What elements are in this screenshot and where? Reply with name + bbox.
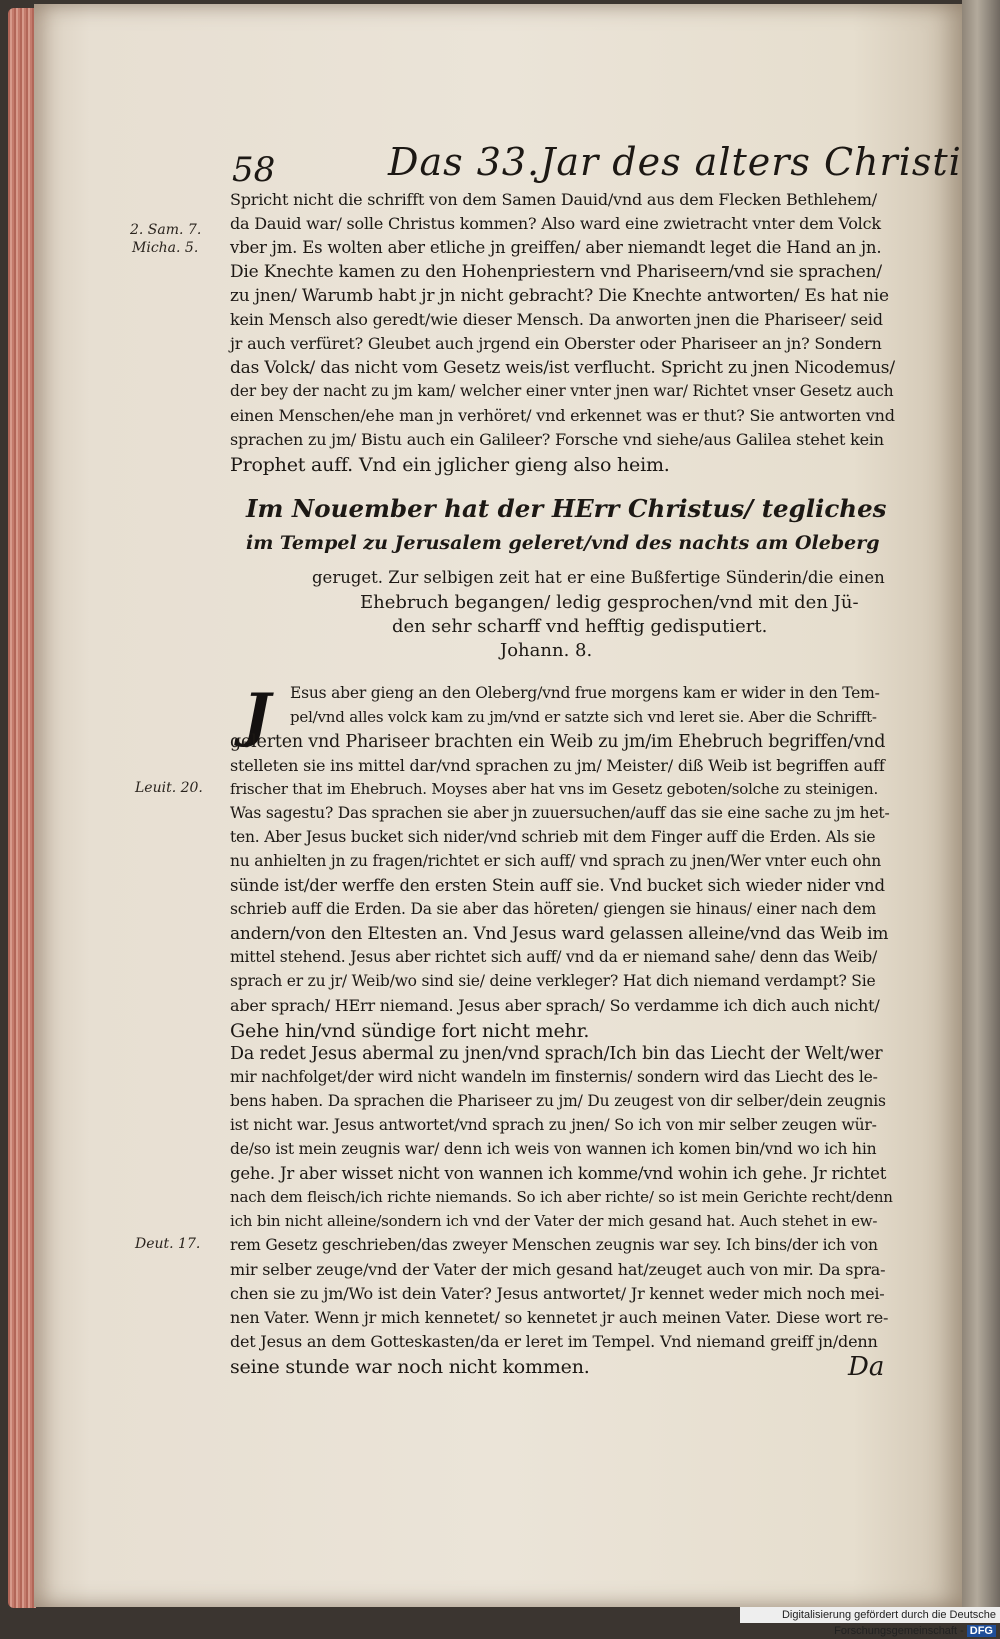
dfg-logo: DFG bbox=[967, 1625, 996, 1637]
text-line: mir selber zeuge/vnd der Vater der mich gesand hat/zeuget auch von mir. Da spra- bbox=[230, 1260, 886, 1279]
text-line: Da redet Jesus abermal zu jnen/vnd sprach/Ich bin das Liecht der Welt/wer bbox=[230, 1044, 883, 1064]
section-subheading: den sehr scharff vnd hefftig gedisputiert. bbox=[392, 616, 768, 637]
text-line: frischer that im Ehebruch. Moyses aber hat vns im Gesetz geboten/solche zu steinigen. bbox=[230, 780, 879, 798]
text-line: schrieb auff die Erden. Da sie aber das höreten/ giengen sie hinaus/ einer nach dem bbox=[230, 900, 876, 918]
page-number: 58 bbox=[232, 150, 276, 190]
text-line: sprach er zu jr/ Weib/wo sind sie/ deine verkleger? Hat dich niemand verdampt? Sie bbox=[230, 972, 876, 990]
text-line: bens haben. Da sprachen die Phariseer zu jm/ Du zeugest von dir selber/dein zeugnis bbox=[230, 1092, 886, 1110]
text-line: sprachen zu jm/ Bistu auch ein Galileer? Forsche vnd siehe/aus Galilea stehet kein bbox=[230, 430, 884, 449]
text-line: chen sie zu jm/Wo ist dein Vater? Jesus antwortet/ Jr kennet weder mich noch mei- bbox=[230, 1284, 885, 1303]
text-line: Esus aber gieng an den Oleberg/vnd frue morgens kam er wider in den Tem- bbox=[290, 684, 880, 702]
section-heading: Im Nouember hat der HErr Christus/ tegliches bbox=[246, 494, 887, 523]
text-line: zu jnen/ Warumb habt jr jn nicht gebracht? Die Knechte antworten/ Es hat nie bbox=[230, 286, 889, 306]
margin-note: Deut. 17. bbox=[135, 1236, 201, 1252]
text-line: gehe. Jr aber wisset nicht von wannen ich komme/vnd wohin ich gehe. Jr richtet bbox=[230, 1164, 887, 1183]
text-line: kein Mensch also geredt/wie dieser Mensch. Da anworten jnen die Phariseer/ seid bbox=[230, 310, 883, 329]
text-line: einen Menschen/ehe man jn verhöret/ vnd erkennet was er thut? Sie antworten vnd bbox=[230, 406, 895, 425]
text-line: det Jesus an dem Gotteskasten/da er leret im Tempel. Vnd niemand greiff jn/denn bbox=[230, 1332, 878, 1351]
text-line: das Volck/ das nicht vom Gesetz weis/ist verflucht. Spricht zu jnen Nicodemus/ bbox=[230, 358, 895, 378]
section-subheading: geruget. Zur selbigen zeit hat er eine Bußfertige Sünderin/die einen bbox=[312, 568, 885, 587]
text-line: gelerten vnd Phariseer brachten ein Weib zu jm/im Ehebruch begriffen/vnd bbox=[230, 732, 886, 752]
page-edges bbox=[8, 8, 36, 1608]
text-line: seine stunde war noch nicht kommen. bbox=[230, 1356, 590, 1378]
text-line: ist nicht war. Jesus antwortet/vnd sprach zu jnen/ So ich von mir selber zeugen wür- bbox=[230, 1116, 877, 1134]
text-line: andern/von den Eltesten an. Vnd Jesus ward gelassen alleine/vnd das Weib im bbox=[230, 924, 889, 944]
text-line: der bey der nacht zu jm kam/ welcher einer vnter jnen war/ Richtet vnser Gesetz auch bbox=[230, 382, 894, 400]
section-subheading: Ehebruch begangen/ ledig gesprochen/vnd mit den Jü- bbox=[360, 592, 859, 613]
book-cover-edge bbox=[962, 0, 1000, 1610]
text-line: Gehe hin/vnd sündige fort nicht mehr. bbox=[230, 1020, 590, 1042]
margin-note: Leuit. 20. bbox=[135, 780, 203, 796]
bible-reference: Johann. 8. bbox=[500, 640, 593, 661]
digitization-credit bbox=[740, 1607, 1000, 1637]
text-line: mittel stehend. Jesus aber richtet sich auff/ vnd da er niemand sahe/ denn das Weib/ bbox=[230, 948, 877, 966]
drop-cap: J bbox=[243, 681, 271, 749]
text-line: nu anhielten jn zu fragen/richtet er sich auff/ vnd sprach zu jnen/Wer vnter euch ohn bbox=[230, 852, 882, 870]
text-line: jr auch verfüret? Gleubet auch jrgend ein Oberster oder Phariseer an jn? Sondern bbox=[230, 334, 882, 353]
text-line: nen Vater. Wenn jr mich kennetet/ so kennetet jr auch meinen Vater. Diese wort re- bbox=[230, 1308, 889, 1327]
running-head: Das 33.Jar des alters Christi bbox=[388, 140, 962, 184]
text-line: de/so ist mein zeugnis war/ denn ich weis von wannen ich komen bin/vnd wo ich hin bbox=[230, 1140, 877, 1158]
text-line: aber sprach/ HErr niemand. Jesus aber sprach/ So verdamme ich dich auch nicht/ bbox=[230, 996, 880, 1015]
text-line: Prophet auff. Vnd ein jglicher gieng also heim. bbox=[230, 454, 670, 476]
margin-note: Micha. 5. bbox=[132, 240, 199, 256]
text-line: sünde ist/der werffe den ersten Stein auff sie. Vnd bucket sich wieder nider vnd bbox=[230, 876, 885, 895]
text-line: ich bin nicht alleine/sondern ich vnd der Vater der mich gesand hat. Auch stehet in ew- bbox=[230, 1212, 878, 1230]
text-line: Spricht nicht die schrifft von dem Samen Dauid/vnd aus dem Flecken Bethlehem/ bbox=[230, 190, 877, 209]
text-line: stelleten sie ins mittel dar/vnd sprachen zu jm/ Meister/ diß Weib ist begriffen auff bbox=[230, 756, 885, 775]
text-line: Die Knechte kamen zu den Hohenpriestern vnd Phariseern/vnd sie sprachen/ bbox=[230, 262, 882, 282]
text-line: mir nachfolget/der wird nicht wandeln im finsternis/ sondern wird das Liecht des le- bbox=[230, 1068, 878, 1086]
credit-text: Digitalisierung gefördert durch die Deutsche Forschungsgemeinschaft - bbox=[781, 1609, 996, 1637]
section-heading: im Tempel zu Jerusalem geleret/vnd des nachts am Oleberg bbox=[246, 532, 880, 554]
text-line: ten. Aber Jesus bucket sich nider/vnd schrieb mit dem Finger auff die Erden. Als sie bbox=[230, 828, 876, 846]
margin-note: 2. Sam. 7. bbox=[130, 222, 202, 238]
text-line: da Dauid war/ solle Christus kommen? Also ward eine zwietracht vnter dem Volck bbox=[230, 214, 881, 233]
text-line: pel/vnd alles volck kam zu jm/vnd er satzte sich vnd leret sie. Aber die Schrifft- bbox=[290, 708, 877, 726]
text-line: nach dem fleisch/ich richte niemands. So ich aber richte/ so ist mein Gerichte recht/denn bbox=[230, 1188, 893, 1206]
text-line: vber jm. Es wolten aber etliche jn greiffen/ aber niemandt leget die Hand an jn. bbox=[230, 238, 882, 257]
text-line: Was sagestu? Das sprachen sie aber jn zuuersuchen/auff das sie eine sache zu jm het- bbox=[230, 804, 890, 822]
catchword: Da bbox=[848, 1352, 885, 1382]
text-line: rem Gesetz geschrieben/das zweyer Menschen zeugnis war sey. Ich bins/der ich von bbox=[230, 1236, 878, 1254]
